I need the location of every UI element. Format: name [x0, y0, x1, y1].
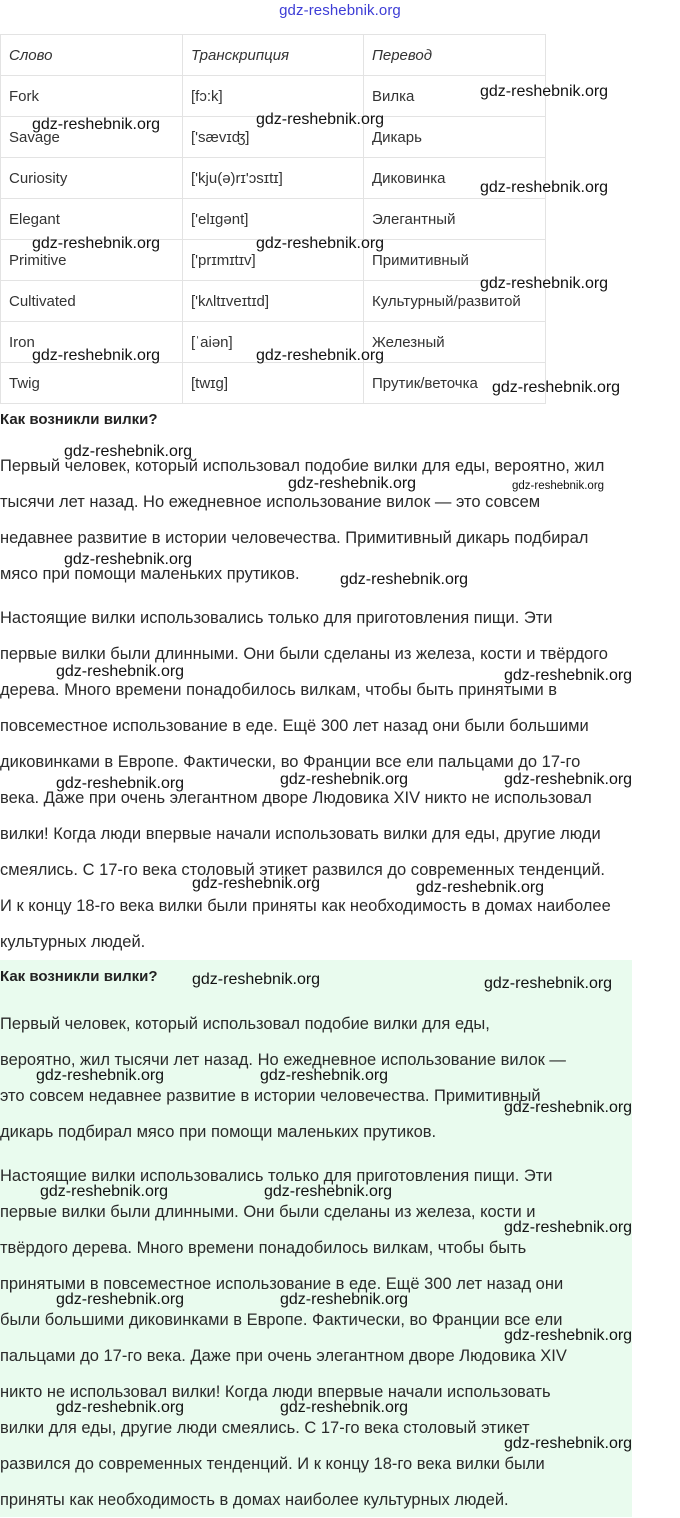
watermark: gdz-reshebnik.org [504, 1219, 633, 1236]
watermark: gdz-reshebnik.org [56, 775, 185, 792]
watermark: gdz-reshebnik.org [504, 771, 633, 788]
text-line: мясо при помощи маленьких прутиков. [0, 565, 300, 583]
text-line: это совсем недавнее развитие в истории человечества. Примитивный [0, 1087, 541, 1105]
text-line: были большими диковинками в Европе. Фактически, во Франции все ели [0, 1311, 563, 1329]
text-line: вероятно, жил тысячи лет назад. Но ежедневное использование вилок — [0, 1051, 566, 1069]
watermark: gdz-reshebnik.org [280, 1399, 409, 1416]
text-line: Настоящие вилки использовались только для приготовления пищи. Эти [0, 609, 553, 627]
watermark: gdz-reshebnik.org [504, 1327, 633, 1344]
cell-word: Savage [1, 117, 183, 158]
header-transcription: Транскрипция [183, 35, 364, 76]
cell-word: Primitive [1, 240, 183, 281]
cell-translation: Дикарь [364, 117, 546, 158]
table-row [1, 281, 546, 322]
cell-word: Cultivated [1, 281, 183, 322]
watermark: gdz-reshebnik.org [56, 1291, 185, 1308]
text-line: культурных людей. [0, 933, 146, 951]
text-line: диковинками в Европе. Фактически, во Франции все ели пальцами до 17-го [0, 753, 581, 771]
cell-transcription: ['kju(ə)rɪ'ɔsɪtɪ] [183, 158, 364, 199]
watermark: gdz-reshebnik.org [32, 347, 161, 364]
cell-transcription: [fɔ:k] [183, 76, 364, 117]
table-row [1, 363, 546, 404]
watermark: gdz-reshebnik.org [32, 235, 161, 252]
watermark: gdz-reshebnik.org [192, 875, 321, 892]
text-line: И к концу 18-го века вилки были приняты как необходимость в домах наиболее [0, 897, 611, 915]
watermark: gdz-reshebnik.org [280, 1291, 409, 1308]
watermark: gdz-reshebnik.org [416, 879, 545, 896]
watermark: gdz-reshebnik.org [504, 1099, 633, 1116]
watermark: gdz-reshebnik.org [64, 551, 193, 568]
watermark: gdz-reshebnik.org [192, 971, 321, 988]
watermark: gdz-reshebnik.org [40, 1183, 169, 1200]
section-title: Как возникли вилки? [0, 968, 158, 985]
watermark: gdz-reshebnik.org [504, 667, 633, 684]
watermark: gdz-reshebnik.org [256, 347, 385, 364]
watermark: gdz-reshebnik.org [480, 275, 609, 292]
header-translation: Перевод [364, 35, 546, 76]
watermark: gdz-reshebnik.org [56, 1399, 185, 1416]
text-line: первые вилки были длинными. Они были сделаны из железа, кости и [0, 1203, 536, 1221]
table-row [1, 158, 546, 199]
cell-word: Fork [1, 76, 183, 117]
text-line: приняты как необходимость в домах наиболее культурных людей. [0, 1491, 509, 1509]
cell-transcription: ['prɪmɪtɪv] [183, 240, 364, 281]
cell-transcription: [twɪg] [183, 363, 364, 404]
watermark: gdz-reshebnik.org [340, 571, 469, 588]
header-word: Слово [1, 35, 183, 76]
cell-transcription: ['sævɪʤ] [183, 117, 364, 158]
table-row [1, 199, 546, 240]
watermark: gdz-reshebnik.org [480, 83, 609, 100]
watermark: gdz-reshebnik.org [288, 475, 417, 492]
section-title: Как возникли вилки? [0, 411, 158, 428]
watermark: gdz-reshebnik.org [504, 1435, 633, 1452]
text-line: повсеместное использование в еде. Ещё 300 лет назад они были большими [0, 717, 589, 735]
cell-translation: Вилка [364, 76, 546, 117]
text-line: твёрдого дерева. Много времени понадобилось вилкам, чтобы быть [0, 1239, 527, 1257]
watermark: gdz-reshebnik.org [480, 179, 609, 196]
cell-word: Iron [1, 322, 183, 363]
cell-word: Curiosity [1, 158, 183, 199]
text-line: развился до современных тенденций. И к концу 18-го века вилки были [0, 1455, 545, 1473]
watermark: gdz-reshebnik.org [512, 480, 605, 492]
cell-translation: Диковинка [364, 158, 546, 199]
text-line: пальцами до 17-го века. Даже при очень элегантном дворе Людовика XIV [0, 1347, 567, 1365]
watermark: gdz-reshebnik.org [256, 111, 385, 128]
cell-word: Elegant [1, 199, 183, 240]
cell-translation: Прутик/веточка [364, 363, 546, 404]
cell-translation: Культурный/развитой [364, 281, 546, 322]
watermark: gdz-reshebnik.org [256, 235, 385, 252]
watermark: gdz-reshebnik.org [56, 663, 185, 680]
cell-transcription: ['kʌltɪveɪtɪd] [183, 281, 364, 322]
text-line: дерева. Много времени понадобилось вилкам, чтобы быть принятыми в [0, 681, 558, 699]
text-line: вилки для еды, другие люди смеялись. С 17-го века столовый этикет [0, 1419, 530, 1437]
text-line: смеялись. С 17-го века столовый этикет развился до современных тенденций. [0, 861, 605, 879]
text-line: первые вилки были длинными. Они были сделаны из железа, кости и твёрдого [0, 645, 608, 663]
site-header-link[interactable]: gdz-reshebnik.org [279, 2, 401, 19]
text-line: Первый человек, который использовал подобие вилки для еды, вероятно, жил [0, 457, 605, 475]
cell-word: Twig [1, 363, 183, 404]
text-line: принятыми в повсеместное использование в еде. Ещё 300 лет назад они [0, 1275, 564, 1293]
cell-translation: Примитивный [364, 240, 546, 281]
cell-transcription: [ˈaiən] [183, 322, 364, 363]
text-line: вилки! Когда люди впервые начали использовать вилки для еды, другие люди [0, 825, 601, 843]
text-line: дикарь подбирал мясо при помощи маленьких прутиков. [0, 1123, 437, 1141]
text-line: Настоящие вилки использовались только для приготовления пищи. Эти [0, 1167, 553, 1185]
watermark: gdz-reshebnik.org [492, 379, 621, 396]
watermark: gdz-reshebnik.org [264, 1183, 393, 1200]
watermark: gdz-reshebnik.org [36, 1067, 165, 1084]
paragraph [0, 1158, 567, 1518]
watermark: gdz-reshebnik.org [64, 443, 193, 460]
watermark: gdz-reshebnik.org [280, 771, 409, 788]
text-line: Первый человек, который использовал подобие вилки для еды, [0, 1015, 490, 1033]
watermark: gdz-reshebnik.org [32, 116, 161, 133]
watermark: gdz-reshebnik.org [260, 1067, 389, 1084]
text-line: никто не использовал вилки! Когда люди впервые начали использовать [0, 1383, 551, 1401]
cell-translation: Железный [364, 322, 546, 363]
text-line: недавнее развитие в истории человечества. Примитивный дикарь подбирал [0, 529, 589, 547]
watermark: gdz-reshebnik.org [484, 975, 613, 992]
cell-translation: Элегантный [364, 199, 546, 240]
text-line: века. Даже при очень элегантном дворе Людовика XIV никто не использовал [0, 789, 592, 807]
cell-transcription: ['elɪgənt] [183, 199, 364, 240]
table-header-row [1, 35, 546, 76]
paragraph [0, 448, 604, 592]
text-line: тысячи лет назад. Но ежедневное использование вилок — это совсем [0, 493, 541, 511]
